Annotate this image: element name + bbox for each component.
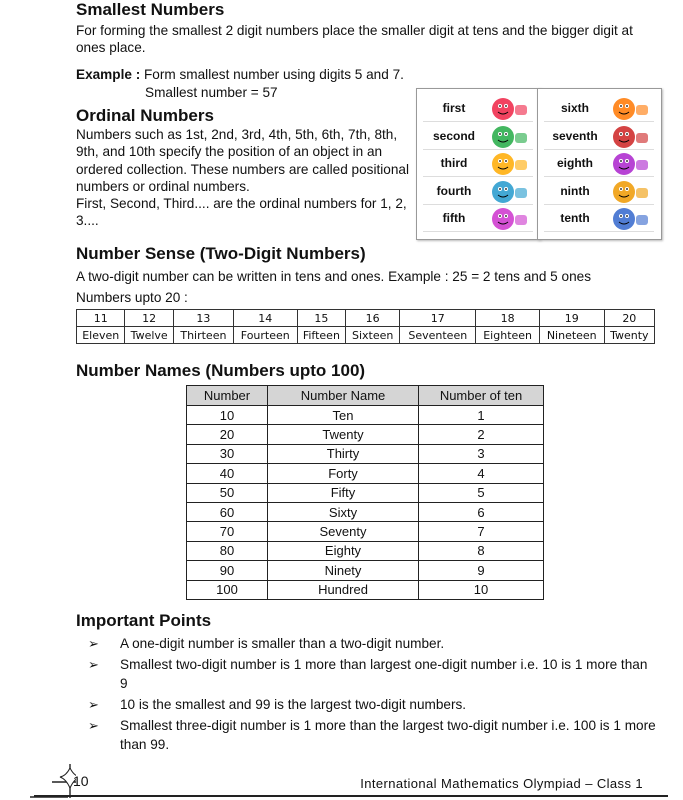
- table-cell: 50: [187, 483, 268, 502]
- table-cell: 60: [187, 502, 268, 521]
- table-cell: 7: [419, 522, 544, 541]
- table-row: [187, 522, 544, 541]
- ordinal-word: eighth: [557, 156, 593, 170]
- header-number-of-ten: Number of ten: [419, 386, 544, 406]
- table-cell: 90: [187, 561, 268, 580]
- table-cell: Ten: [268, 406, 419, 425]
- strip-number-row: [77, 310, 655, 327]
- ordinal-row: [423, 97, 533, 122]
- strip-word-cell: Thirteen: [173, 327, 233, 344]
- footer: [0, 760, 683, 800]
- table-cell: 3: [419, 444, 544, 463]
- strip-number-cell: 12: [125, 310, 173, 327]
- table-row: [187, 444, 544, 463]
- cartoon-number-icon: [487, 207, 531, 231]
- cartoon-number-icon: [608, 180, 652, 204]
- ordinal-word: first: [442, 101, 466, 115]
- strip-word-cell: Fifteen: [297, 327, 346, 344]
- table-cell: 80: [187, 541, 268, 560]
- example-result: Smallest number = 57: [145, 85, 278, 100]
- table-cell: 20: [187, 425, 268, 444]
- table-cell: Thirty: [268, 444, 419, 463]
- arrow-bullet-icon: ➢: [88, 657, 99, 672]
- strip-number-cell: 18: [476, 310, 539, 327]
- ordinal-word: tenth: [560, 211, 590, 225]
- page-number: 10: [73, 773, 89, 789]
- numbers-upto-20-table: [76, 309, 655, 344]
- ordinal-text-2: First, Second, Third.... are the ordinal numbers for 1, 2, 3....: [76, 196, 407, 229]
- smallest-numbers-text: For forming the smallest 2 digit numbers place the smaller digit at tens and the bigger digit at ones place.: [76, 23, 633, 55]
- table-row: [187, 406, 544, 425]
- strip-number-cell: 17: [400, 310, 476, 327]
- ordinal-card-left: [416, 88, 541, 240]
- table-cell: 10: [419, 580, 544, 599]
- ordinal-text-1: Numbers such as 1st, 2nd, 3rd, 4th, 5th, 6th, 7th, 8th, 9th, and 10th specify the position of an object in an ordered collection. These numbers are called positional numbers or ordinal numbers.: [76, 127, 409, 194]
- point-text: A one-digit number is smaller than a two-digit number.: [120, 636, 445, 651]
- list-item: [88, 634, 658, 653]
- cartoon-number-icon: [487, 180, 531, 204]
- list-item: [88, 695, 658, 714]
- ordinal-word: second: [432, 128, 475, 143]
- ordinal-row: [544, 125, 654, 150]
- table-cell: 8: [419, 541, 544, 560]
- strip-word-cell: Fourteen: [233, 327, 297, 344]
- strip-number-cell: 14: [233, 310, 297, 327]
- ordinal-numbers-heading: Ordinal Numbers: [76, 106, 214, 125]
- table-row: [187, 541, 544, 560]
- number-sense-heading: Number Sense (Two-Digit Numbers): [76, 244, 366, 263]
- table-row: [187, 425, 544, 444]
- cartoon-number-icon: [608, 97, 652, 121]
- header-number: Number: [187, 386, 268, 406]
- example-text: Form smallest number using digits 5 and 7.: [144, 67, 404, 82]
- strip-number-cell: 13: [173, 310, 233, 327]
- number-names-heading: Number Names (Numbers upto 100): [76, 361, 366, 380]
- strip-word-cell: Sixteen: [346, 327, 400, 344]
- table-cell: Eighty: [268, 541, 419, 560]
- cartoon-number-icon: [608, 125, 652, 149]
- table-row: [187, 483, 544, 502]
- list-item: [88, 716, 658, 754]
- strip-word-cell: Eleven: [77, 327, 125, 344]
- strip-word-cell: Nineteen: [539, 327, 604, 344]
- ordinal-word: sixth: [560, 101, 589, 115]
- table-cell: Sixty: [268, 502, 419, 521]
- ordinal-row: [423, 180, 533, 205]
- table-cell: 100: [187, 580, 268, 599]
- footer-title: International Mathematics Olympiad – Class 1: [360, 776, 643, 791]
- table-cell: Forty: [268, 464, 419, 483]
- list-item: [88, 655, 658, 693]
- cartoon-number-icon: [608, 207, 652, 231]
- table-cell: 40: [187, 464, 268, 483]
- strip-word-row: [77, 327, 655, 344]
- number-sense-text: A two-digit number can be written in tens and ones. Example : 25 = 2 tens and 5 ones: [76, 269, 591, 284]
- ordinal-word: fourth: [436, 183, 472, 198]
- ordinal-row: [544, 97, 654, 122]
- arrow-bullet-icon: ➢: [88, 697, 99, 712]
- table-row: [187, 580, 544, 599]
- table-cell: Ninety: [268, 561, 419, 580]
- table-cell: 4: [419, 464, 544, 483]
- strip-number-cell: 16: [346, 310, 400, 327]
- table-cell: 1: [419, 406, 544, 425]
- strip-word-cell: Twenty: [604, 327, 654, 344]
- ordinal-row: [423, 207, 533, 232]
- table-cell: 70: [187, 522, 268, 541]
- strip-number-cell: 20: [604, 310, 654, 327]
- table-cell: Fifty: [268, 483, 419, 502]
- table-cell: 6: [419, 502, 544, 521]
- ordinal-word: seventh: [552, 128, 598, 143]
- point-text: Smallest two-digit number is 1 more than largest one-digit number i.e. 10 is 1 more than 9: [120, 657, 648, 691]
- table-row: [187, 502, 544, 521]
- ordinal-card-right: [537, 88, 662, 240]
- table-header-row: [187, 386, 544, 406]
- strip-number-cell: 11: [77, 310, 125, 327]
- ordinal-row: [544, 152, 654, 177]
- point-text: 10 is the smallest and 99 is the largest two-digit numbers.: [120, 697, 467, 712]
- cartoon-number-icon: [487, 152, 531, 176]
- header-number-name: Number Name: [268, 386, 419, 406]
- table-cell: 5: [419, 483, 544, 502]
- ordinal-word: ninth: [560, 183, 590, 198]
- ordinal-word: third: [440, 156, 468, 170]
- table-cell: Hundred: [268, 580, 419, 599]
- number-names-table: [186, 385, 544, 600]
- cartoon-number-icon: [487, 125, 531, 149]
- important-points-heading: Important Points: [76, 611, 212, 630]
- ordinal-row: [544, 207, 654, 232]
- strip-word-cell: Twelve: [125, 327, 173, 344]
- table-cell: 2: [419, 425, 544, 444]
- ordinal-row: [423, 152, 533, 177]
- table-cell: Seventy: [268, 522, 419, 541]
- strip-word-cell: Eighteen: [476, 327, 539, 344]
- table-row: [187, 464, 544, 483]
- table-cell: 9: [419, 561, 544, 580]
- example-line: [76, 66, 576, 83]
- numbers-upto-20-label: Numbers upto 20 :: [76, 290, 188, 305]
- arrow-bullet-icon: ➢: [88, 636, 99, 651]
- cartoon-number-icon: [608, 152, 652, 176]
- smallest-numbers-heading: Smallest Numbers: [76, 0, 225, 19]
- table-cell: 10: [187, 406, 268, 425]
- table-cell: 30: [187, 444, 268, 463]
- strip-number-cell: 15: [297, 310, 346, 327]
- arrow-bullet-icon: ➢: [88, 718, 99, 733]
- point-text: Smallest three-digit number is 1 more than the largest two-digit number i.e. 100 is 1 more than 99.: [120, 718, 656, 752]
- important-points-list: [88, 634, 658, 756]
- table-cell: Twenty: [268, 425, 419, 444]
- strip-number-cell: 19: [539, 310, 604, 327]
- ordinal-text: [76, 126, 411, 230]
- table-row: [187, 561, 544, 580]
- example-label: Example :: [76, 67, 141, 82]
- footer-rule: [34, 795, 668, 797]
- ordinal-word: fifth: [442, 211, 466, 225]
- ordinal-row: [544, 180, 654, 205]
- cartoon-number-icon: [487, 97, 531, 121]
- strip-word-cell: Seventeen: [400, 327, 476, 344]
- ordinal-row: [423, 125, 533, 150]
